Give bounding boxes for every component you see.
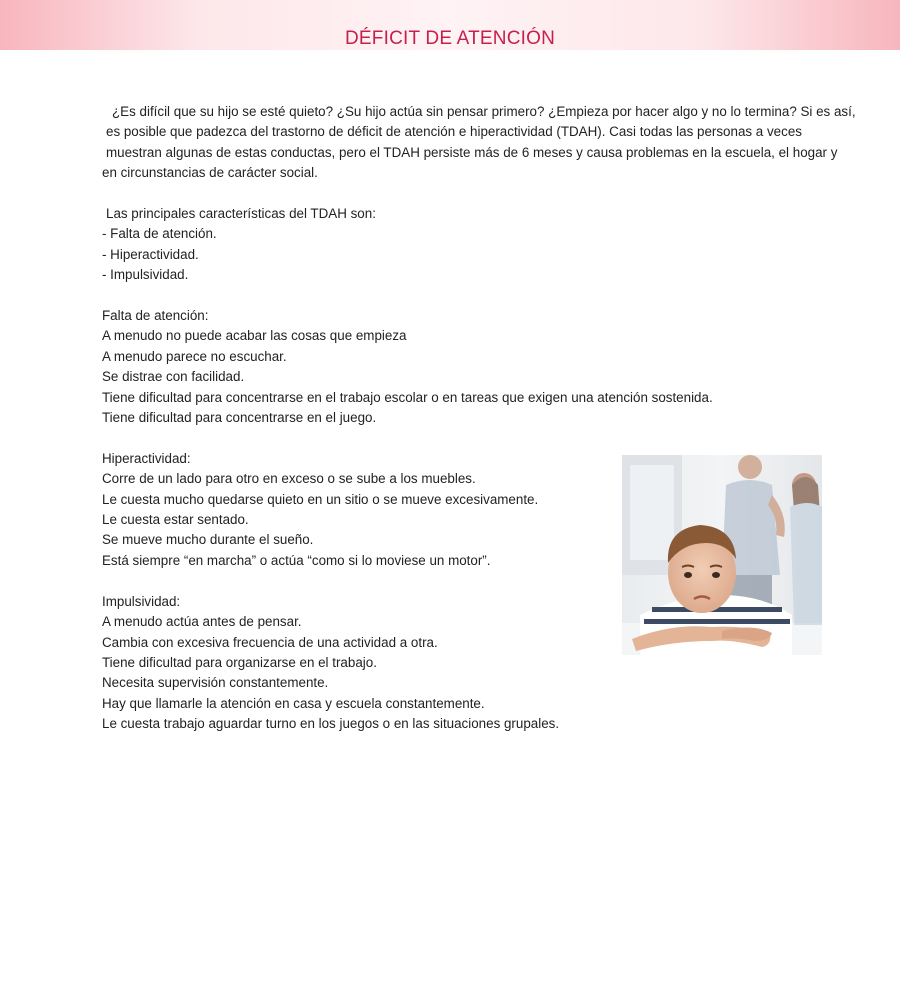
impulsivity-item: Le cuesta trabajo aguardar turno en los juegos o en las situaciones grupales.: [102, 716, 560, 732]
hyperactivity-item: Está siempre “en marcha” o actúa “como si lo moviese un motor”.: [102, 552, 491, 568]
hyperactivity-item: Se mueve mucho durante el sueño.: [102, 532, 314, 548]
inattention-item: Tiene dificultad para concentrarse en el juego.: [102, 410, 377, 426]
intro-line: es posible que padezca del trastorno de déficit de atención e hiperactividad (TDAH). Casi todas las personas a veces: [106, 124, 802, 140]
characteristics-heading: Las principales características del TDAH son:: [106, 206, 376, 222]
impulsivity-heading: Impulsividad:: [102, 593, 181, 609]
inattention-item: A menudo parece no escuchar.: [102, 348, 287, 364]
characteristics-item: - Falta de atención.: [102, 226, 217, 242]
intro-line: muestran algunas de estas conductas, pero el TDAH persiste más de 6 meses y causa problemas en la escuela, el hogar y: [106, 144, 838, 160]
inattention-item: A menudo no puede acabar las cosas que empieza: [102, 328, 407, 344]
child-photo: [622, 455, 822, 655]
characteristics-item: - Impulsividad.: [102, 267, 189, 283]
impulsivity-item: A menudo actúa antes de pensar.: [102, 614, 302, 630]
impulsivity-item: Hay que llamarle la atención en casa y escuela constantemente.: [102, 695, 485, 711]
page-title: DÉFICIT DE ATENCIÓN: [344, 28, 555, 49]
intro-line: ¿Es difícil que su hijo se esté quieto? ¿Su hijo actúa sin pensar primero? ¿Empieza por hacer algo y no lo termina? Si es así,: [112, 104, 856, 119]
impulsivity-item: Necesita supervisión constantemente.: [102, 675, 329, 691]
intro-line: en circunstancias de carácter social.: [102, 165, 318, 181]
inattention-item: Tiene dificultad para concentrarse en el trabajo escolar o en tareas que exigen una atención sostenida.: [102, 389, 713, 405]
characteristics-item: - Hiperactividad.: [102, 246, 199, 262]
hyperactivity-item: Le cuesta mucho quedarse quieto en un sitio o se mueve excesivamente.: [102, 491, 539, 507]
hyperactivity-item: Corre de un lado para otro en exceso o se sube a los muebles.: [102, 471, 476, 487]
impulsivity-item: Cambia con excesiva frecuencia de una actividad a otra.: [102, 634, 438, 650]
header-banner: [0, 0, 900, 50]
child-photo-illustration: [622, 455, 822, 655]
inattention-item: Se distrae con facilidad.: [102, 369, 245, 385]
impulsivity-item: Tiene dificultad para organizarse en el trabajo.: [102, 654, 377, 670]
inattention-heading: Falta de atención:: [102, 308, 209, 324]
hyperactivity-item: Le cuesta estar sentado.: [102, 512, 249, 528]
hyperactivity-heading: Hiperactividad:: [102, 450, 191, 466]
